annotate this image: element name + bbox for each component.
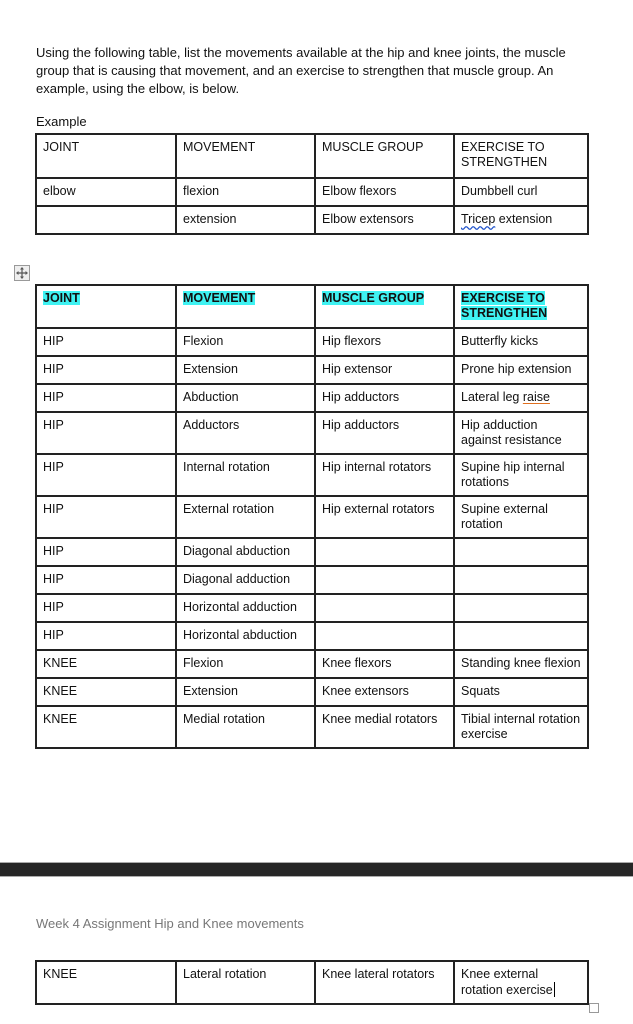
example-table [35, 133, 589, 235]
movements-table [35, 284, 589, 749]
table-cell[interactable]: Horizontal adduction [176, 594, 315, 622]
table-cell[interactable]: Butterfly kicks [454, 328, 588, 356]
table-row [36, 622, 588, 650]
table-cell[interactable]: Standing knee flexion [454, 650, 588, 678]
table-row [36, 538, 588, 566]
table-cell[interactable]: Lateral rotation [176, 961, 315, 1004]
table-cell[interactable]: Knee lateral rotators [315, 961, 454, 1004]
table-cell[interactable]: Hip flexors [315, 328, 454, 356]
header-cell[interactable]: EXERCISE TO STRENGTHEN [454, 134, 588, 178]
table-cell[interactable]: HIP [36, 538, 176, 566]
table-row [36, 496, 588, 538]
table-cell[interactable]: Tibial internal rotation exercise [454, 706, 588, 748]
table-cell[interactable]: Prone hip extension [454, 356, 588, 384]
table-row [36, 178, 588, 206]
table-cell[interactable]: KNEE [36, 650, 176, 678]
table-cell[interactable]: Lateral leg raise [454, 384, 588, 412]
table-cell[interactable]: Elbow extensors [315, 206, 454, 234]
header-cell[interactable]: JOINT [36, 134, 176, 178]
table-cell[interactable]: Supine hip internal rotations [454, 454, 588, 496]
table-resize-icon[interactable] [589, 1003, 599, 1013]
table-cell[interactable]: KNEE [36, 678, 176, 706]
table-cell[interactable]: HIP [36, 384, 176, 412]
table-cell[interactable]: Extension [176, 678, 315, 706]
example-label: Example [36, 114, 87, 129]
table-cell[interactable] [454, 594, 588, 622]
table-row [36, 678, 588, 706]
table-cell[interactable]: Extension [176, 356, 315, 384]
example-header-row [36, 134, 588, 178]
table-cell[interactable]: HIP [36, 328, 176, 356]
table-cell[interactable]: HIP [36, 594, 176, 622]
table-row [36, 384, 588, 412]
table-cell[interactable] [454, 206, 588, 234]
table-cell[interactable]: Horizontal abduction [176, 622, 315, 650]
text-caret [554, 982, 555, 997]
page-break-divider [0, 862, 633, 877]
cell-text: extension [495, 212, 553, 226]
table-row [36, 706, 588, 748]
table-cell[interactable] [454, 538, 588, 566]
table-cell[interactable]: Medial rotation [176, 706, 315, 748]
table-cell[interactable]: Supine external rotation [454, 496, 588, 538]
table-cell[interactable]: extension [176, 206, 315, 234]
table-cell-active[interactable]: Knee external rotation exercise [454, 961, 588, 1004]
table-cell[interactable]: Knee extensors [315, 678, 454, 706]
table-row [36, 328, 588, 356]
table-cell[interactable]: HIP [36, 622, 176, 650]
header-cell-muscle-group[interactable]: MUSCLE GROUP [315, 285, 454, 328]
header-cell-joint[interactable]: JOINT [36, 285, 176, 328]
table-cell[interactable]: Abduction [176, 384, 315, 412]
table-row [36, 206, 588, 234]
table-cell[interactable]: Dumbbell curl [454, 178, 588, 206]
table-cell[interactable] [315, 538, 454, 566]
table-cell[interactable] [454, 622, 588, 650]
table-cell[interactable]: Flexion [176, 328, 315, 356]
table-cell[interactable]: Hip adductors [315, 384, 454, 412]
table-cell[interactable]: Internal rotation [176, 454, 315, 496]
table-cell[interactable]: Elbow flexors [315, 178, 454, 206]
table-cell[interactable] [454, 566, 588, 594]
table-cell[interactable]: Hip adductors [315, 412, 454, 454]
table-cell[interactable] [36, 206, 176, 234]
table-cell[interactable]: Knee flexors [315, 650, 454, 678]
table-cell[interactable]: Hip internal rotators [315, 454, 454, 496]
move-arrows-icon[interactable] [14, 265, 30, 281]
spelling-flagged-word[interactable]: Tricep [461, 212, 496, 226]
instructions-paragraph: Using the following table, list the movements available at the hip and knee joints, the muscle group that is causing that movement, and an exercise to strengthen that muscle group. An example, using the elbow, is below. [36, 45, 566, 96]
table-cell[interactable]: Squats [454, 678, 588, 706]
table-cell[interactable] [315, 622, 454, 650]
header-cell[interactable]: MOVEMENT [176, 134, 315, 178]
grammar-flagged-word[interactable]: raise [522, 390, 550, 404]
table-cell[interactable]: Adductors [176, 412, 315, 454]
table-row [36, 454, 588, 496]
table-row [36, 356, 588, 384]
table-cell[interactable]: Knee medial rotators [315, 706, 454, 748]
table-cell[interactable] [315, 566, 454, 594]
table-cell[interactable]: elbow [36, 178, 176, 206]
table-cell[interactable]: HIP [36, 496, 176, 538]
table-cell[interactable]: HIP [36, 356, 176, 384]
table-cell[interactable]: KNEE [36, 961, 176, 1004]
table-cell[interactable]: HIP [36, 454, 176, 496]
table-row [36, 594, 588, 622]
table-row [36, 650, 588, 678]
table-row [36, 961, 588, 1004]
movements-header-row [36, 285, 588, 328]
header-cell[interactable]: MUSCLE GROUP [315, 134, 454, 178]
table-cell[interactable]: Flexion [176, 650, 315, 678]
table-cell[interactable]: Hip adduction against resistance [454, 412, 588, 454]
header-cell-movement[interactable]: MOVEMENT [176, 285, 315, 328]
table-row [36, 412, 588, 454]
page-header[interactable]: Week 4 Assignment Hip and Knee movements [36, 916, 304, 931]
table-cell[interactable]: KNEE [36, 706, 176, 748]
table-cell[interactable]: HIP [36, 566, 176, 594]
table-cell[interactable] [315, 594, 454, 622]
table-cell[interactable]: HIP [36, 412, 176, 454]
continued-movements-table [35, 960, 589, 1005]
table-cell[interactable]: External rotation [176, 496, 315, 538]
table-row [36, 566, 588, 594]
table-cell[interactable]: flexion [176, 178, 315, 206]
header-cell-exercise[interactable]: EXERCISE TO STRENGTHEN [454, 285, 588, 328]
table-cell[interactable]: Diagonal abduction [176, 538, 315, 566]
table-cell[interactable]: Diagonal adduction [176, 566, 315, 594]
table-cell[interactable]: Hip extensor [315, 356, 454, 384]
table-cell[interactable]: Hip external rotators [315, 496, 454, 538]
